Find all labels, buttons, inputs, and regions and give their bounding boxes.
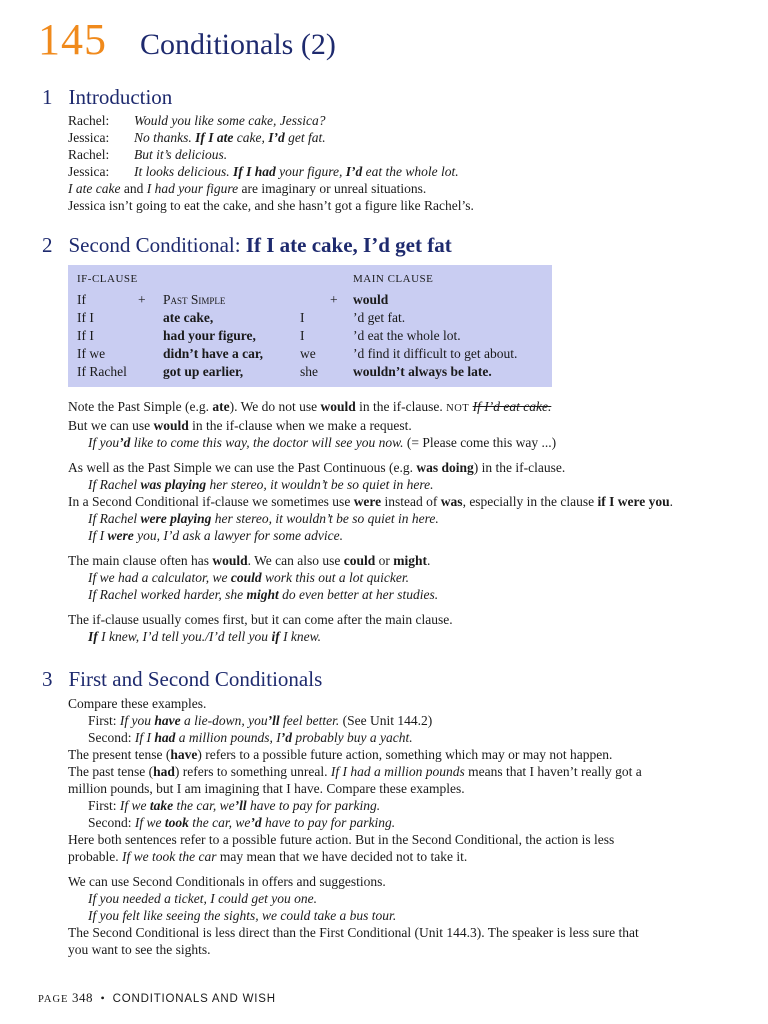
formula-tense: Past Simple [163,292,226,307]
paragraph [68,417,673,434]
table-cell: ’d get fat. [353,310,406,325]
keyword: have [170,747,198,762]
paragraph: We can use Second Conditionals in offers and suggestions. [68,874,386,889]
example [68,586,673,603]
section-2-heading [42,233,452,258]
paragraph [68,398,673,417]
example-bold: were [107,528,134,543]
table-cell: ’d find it difficult to get about. [353,346,518,361]
keyword: might [393,553,428,568]
text: in the if-clause when we make a request. [188,418,412,433]
text: ) refers to something unreal. [174,764,331,779]
speech: get fat. [284,130,326,145]
example-bold: ’d [280,730,293,745]
text: probable. [68,849,122,864]
label: First: [88,798,120,813]
main-clause-header: MAIN CLAUSE [353,273,434,285]
paragraph: Compare these examples. [68,696,207,711]
section-number: 3 [42,667,53,691]
text: In a Second Conditional if-clause we sometimes use [68,494,354,509]
table-cell: If I [77,328,94,343]
example-text: If I [88,528,108,543]
example-bold: might [246,587,279,602]
if-clause-header: IF-CLAUSE [77,273,138,285]
speech-bold: had [254,164,276,179]
text: means that I haven’t really got a [464,764,642,779]
page-title: Conditionals (2) [140,28,336,61]
table-cell: ate cake, [163,310,214,325]
label: Second: [88,815,135,830]
dialogue-line [68,163,474,180]
example-bold: ’ll [234,798,247,813]
text: and [120,181,147,196]
table-cell: If Rachel [77,364,127,379]
example-text: If you [88,435,120,450]
paragraph [68,763,642,780]
section-2-notes [68,398,673,645]
dialogue [68,112,474,214]
keyword: if I were you [597,494,670,509]
text: The past tense ( [68,764,154,779]
paragraph: million pounds, but I am imagining that I have. Compare these examples. [68,781,465,796]
paragraph [68,552,673,569]
example [68,527,673,544]
keyword: could [343,553,376,568]
label: First: [88,713,120,728]
example-text: If Rachel worked harder, she [88,587,247,602]
text: . We can also use [247,553,344,568]
keyword: would [320,399,356,414]
text: ). We do not use [229,399,321,414]
example [68,729,642,746]
speaker-name: Jessica: [68,130,110,145]
example-text: If you [119,713,155,728]
speaker-name: Rachel: [68,147,110,162]
unit-number: 145 [38,15,107,64]
example-text: like to come this way, the doctor will see you now. [130,435,404,450]
example-text: a lie-down, you [180,713,268,728]
section-number: 1 [42,85,53,109]
section-3-heading [42,667,322,692]
section-name: CONDITIONALS AND WISH [112,993,276,1005]
example-bold: could [230,570,262,585]
text: ) in the if-clause. [473,460,566,475]
table-cell: ’d eat the whole lot. [353,328,461,343]
paragraph: you want to see the sights. [68,942,211,957]
paragraph: The Second Conditional is less direct than the First Conditional (Unit 144.3). The speaker is less sure that [68,925,639,940]
example-bold: ’d [250,815,262,830]
table-cell: wouldn’t always be late. [353,364,492,379]
table-cell: If I [77,310,94,325]
section-number: 2 [42,233,53,257]
example-text: If I [134,730,155,745]
example-text: If we had a calculator, we [88,570,231,585]
example-text: If we [134,815,165,830]
example-text: probably buy a yacht. [292,730,413,745]
example-bold: take [149,798,174,813]
grammar-table [68,265,552,387]
example-bold: was playing [140,477,207,492]
example-text: I had your figure [146,181,239,196]
text: , especially in the clause [462,494,598,509]
example-bold: if [271,629,280,644]
example-bold: If [88,629,98,644]
example-text: work this out a lot quicker. [261,570,409,585]
speech-bold: ate [216,130,234,145]
dialogue-line [68,129,474,146]
paragraph: Jessica isn’t going to eat the cake, and she hasn’t got a figure like Rachel’s. [68,198,474,213]
example [68,907,642,924]
page-footer [38,990,276,1006]
speech: No thanks. [134,130,196,145]
text: The main clause often has [68,553,213,568]
section-title: Introduction [68,85,173,109]
table-cell: I [300,310,305,325]
table-cell: she [300,364,318,379]
text: The present tense ( [68,747,171,762]
example-text: have to pay for parking. [246,798,381,813]
speech: your figure, [275,164,346,179]
table-cell: got up earlier, [163,364,244,379]
text: in the if-clause. [355,399,447,414]
dialogue-line [68,112,474,129]
example-bold: have [154,713,181,728]
keyword: would [212,553,248,568]
keyword: was doing [416,460,474,475]
example-bold: ’ll [267,713,280,728]
table-cell: didn’t have a car, [163,346,264,361]
paragraph [68,180,474,197]
speech-bold: If I [232,164,255,179]
formula-would: would [353,292,389,307]
formula-plus: + [330,292,338,307]
example [68,569,673,586]
text: may mean that we have decided not to take it. [216,849,468,864]
paragraph [68,848,642,865]
speech: Would you like some cake, Jessica? [134,113,326,128]
example [68,814,642,831]
text: ) refers to a possible future action, something which may or may not happen. [197,747,613,762]
keyword: was [440,494,463,509]
example-text: do even better at her studies. [278,587,439,602]
keyword: ate [212,399,230,414]
example-text: have to pay for parking. [261,815,396,830]
text: As well as the Past Simple we can use the Past Continuous (e.g. [68,460,417,475]
speech: It looks delicious. [134,164,233,179]
speech-bold: If I [195,130,217,145]
table-cell: I [300,328,305,343]
example-bold: took [164,815,189,830]
table-cell: If we [77,346,106,361]
example-bold: had [154,730,176,745]
example-text: feel better. [279,713,340,728]
page-label: PAGE [38,994,69,1005]
section-1-heading [42,85,172,110]
example [68,434,673,451]
example [68,890,642,907]
example [68,797,642,814]
text: But we can use [68,418,154,433]
bullet: • [100,991,106,1005]
incorrect-example: If I’d eat cake. [472,399,552,414]
example-text: I ate cake [68,181,121,196]
formula-plus: + [138,292,146,307]
example-text: If Rachel [88,477,141,492]
example-text: If you felt like seeing the sights, we could take a bus tour. [88,908,397,923]
speaker-name: Jessica: [68,164,110,179]
table-cell: we [300,346,316,361]
speaker-name: Rachel: [68,113,110,128]
example [68,628,673,645]
example-text: If Rachel [88,511,141,526]
keyword: were [353,494,382,509]
example-text: If we [119,798,150,813]
text: are imaginary or unreal situations. [238,181,427,196]
paragraph [68,746,642,763]
paragraph: The if-clause usually comes first, but it can come after the main clause. [68,612,453,627]
example-text: the car, we [188,815,251,830]
example-bold: were playing [140,511,212,526]
text: Note the Past Simple (e.g. [68,399,213,414]
section-title: Second Conditional: [68,233,246,257]
example-text: I knew, I’d tell you./I’d tell you [97,629,272,644]
text: instead of [381,494,441,509]
keyword: had [153,764,175,779]
speech: cake, [233,130,269,145]
example-text: If we took the car [121,849,217,864]
keyword: would [153,418,189,433]
example-text: a million pounds, I [175,730,281,745]
text: . [669,494,674,509]
example-text: her stereo, it wouldn’t be so quiet in here. [206,477,434,492]
example [68,712,642,729]
example [68,476,673,493]
text: or [375,553,394,568]
example [68,510,673,527]
example-text: you, I’d ask a lawyer for some advice. [133,528,343,543]
dialogue-line [68,146,474,163]
example-text: the car, we [173,798,235,813]
example-text: her stereo, it wouldn’t be so quiet in here. [211,511,439,526]
label: Second: [88,730,135,745]
section-title: First and Second Conditionals [68,667,323,691]
example-text: I knew. [279,629,322,644]
paragraph: Here both sentences refer to a possible future action. But in the Second Conditional, the action is less [68,832,615,847]
paragraph [68,493,673,510]
page-number: 348 [71,990,93,1005]
speech-bold: I’d [345,164,363,179]
text: (See Unit 144.2) [339,713,433,728]
section-3-body [68,695,642,958]
paragraph [68,459,673,476]
formula-if: If [77,292,86,307]
text: . [427,553,431,568]
example-text: If you needed a ticket, I could get you one. [88,891,318,906]
not-label: NOT [446,403,470,414]
speech-bold: I’d [268,130,285,145]
speech: But it’s delicious. [134,147,228,162]
speech: eat the whole lot. [362,164,459,179]
example-bold: ’d [119,435,131,450]
example-text: If I had a million pounds [330,764,465,779]
section-title-example: If I ate cake, I’d get fat [245,233,452,257]
text: (= Please come this way ...) [403,435,557,450]
table-cell: had your figure, [163,328,256,343]
